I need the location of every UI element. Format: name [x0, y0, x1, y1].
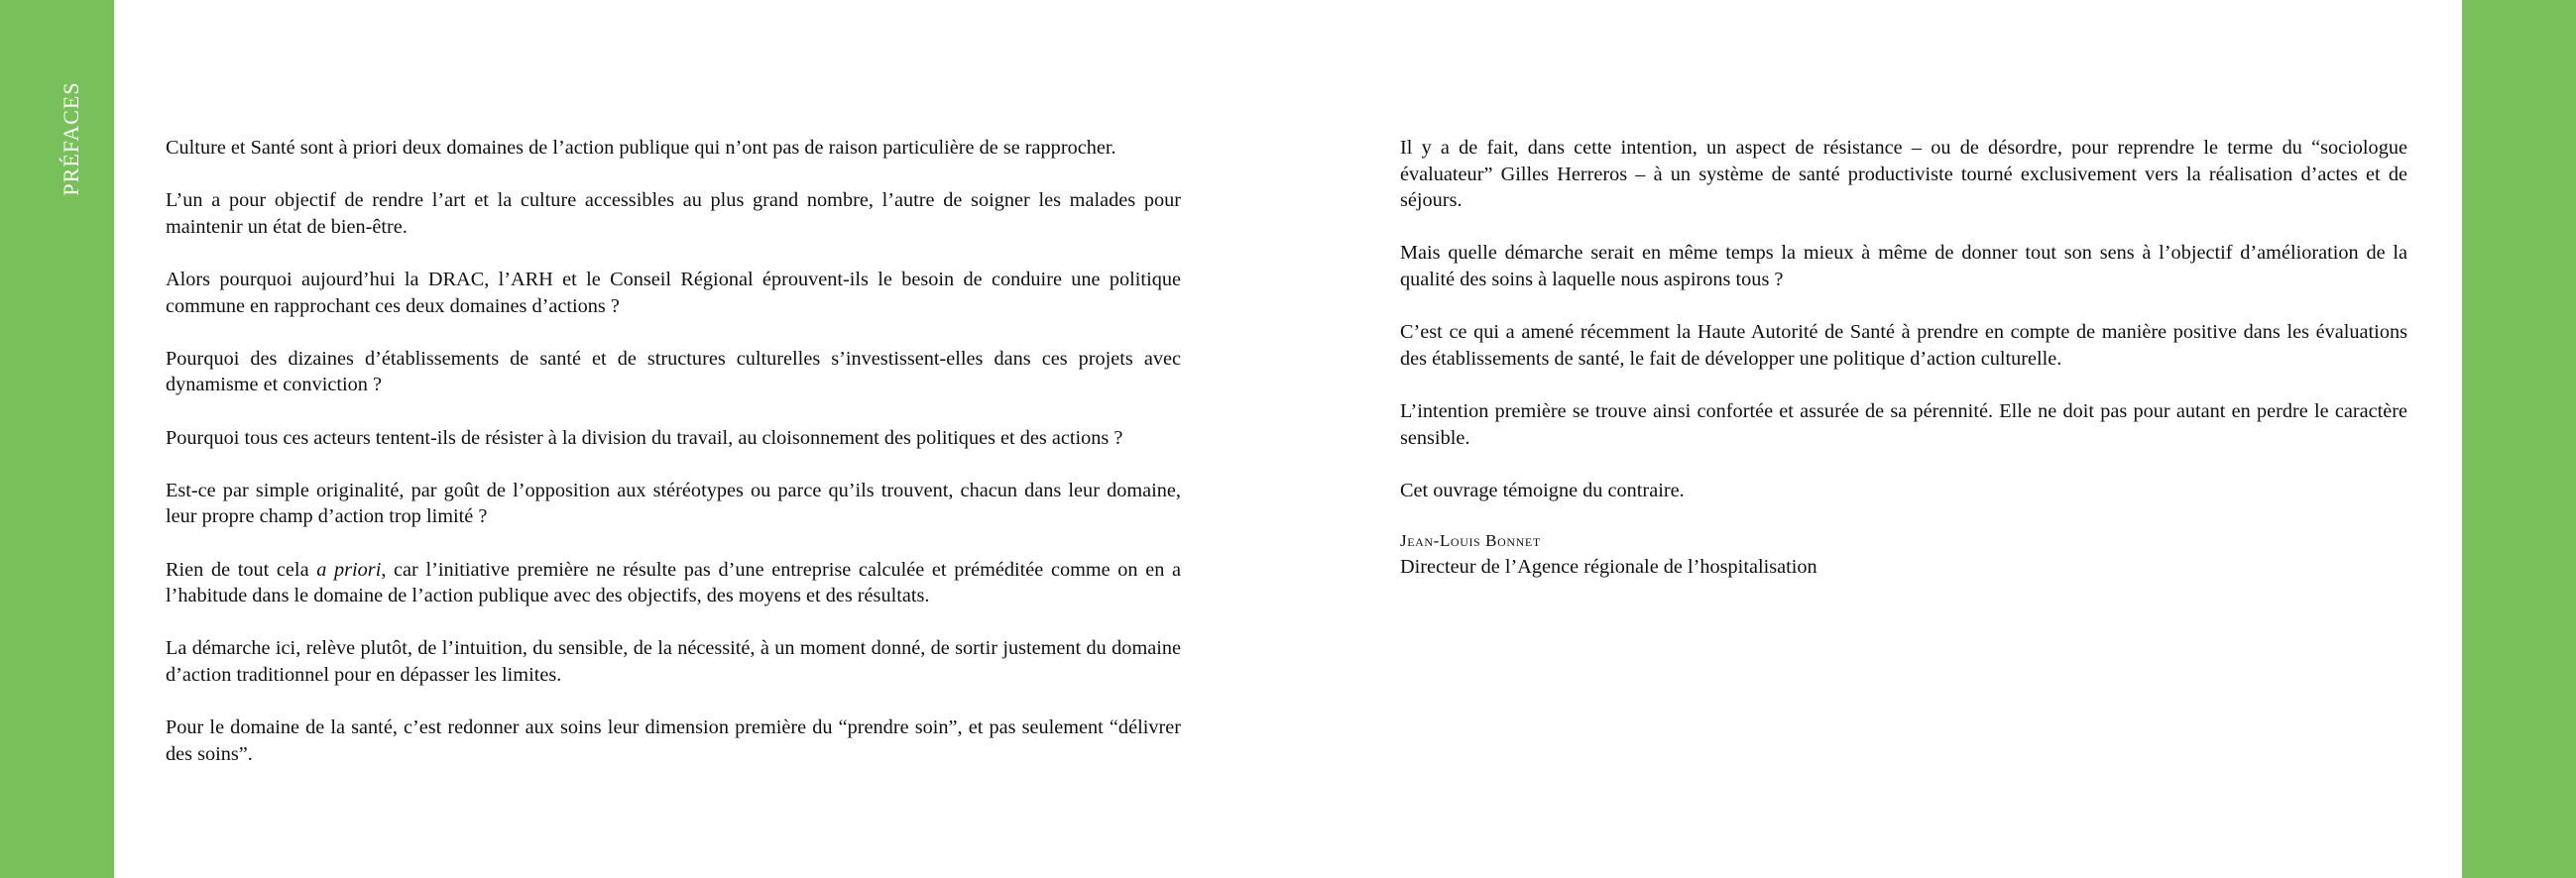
italic-term: a priori [316, 558, 382, 581]
paragraph [166, 557, 1181, 609]
paragraph: C’est ce qui a amené récemment la Haute Autorité de Santé à prendre en compte de manière positive dans les évaluations des établissements de santé, le fait de développer une politique d’action culturelle. [1400, 321, 2407, 370]
paragraph: Alors pourquoi aujourd’hui la DRAC, l’ARH et le Conseil Régional éprouvent-ils le besoin de conduire une politique commune en rapprochant ces deux domaines d’actions ? [166, 268, 1181, 317]
section-label: PRÉFACES [59, 81, 83, 196]
paragraph: Cet ouvrage témoigne du contraire. [1400, 479, 1685, 501]
signature-name: Jean-Louis Bonnet [1400, 530, 1541, 550]
paragraph: Culture et Santé sont à priori deux domaines de l’action publique qui n’ont pas de raison particulière de se rapprocher. [166, 137, 1116, 159]
paragraph-text: Rien de tout cela [166, 558, 317, 581]
paragraph: Mais quelle démarche serait en même temps la mieux à même de donner tout son sens à l’objectif d’amélioration de la qualité des soins à laquelle nous aspirons tous ? [1400, 242, 2407, 290]
left-green-band [0, 0, 114, 878]
right-green-band [2462, 0, 2576, 878]
signature-title: Directeur de l’Agence régionale de l’hospitalisation [1400, 555, 1817, 578]
paragraph: L’un a pour objectif de rendre l’art et la culture accessibles au plus grand nombre, l’autre de soigner les malades pour maintenir un état de bien-être. [166, 189, 1181, 238]
paragraph: Pourquoi des dizaines d’établissements de santé et de structures culturelles s’investissent-elles dans ces projets avec dynamisme et conviction ? [166, 347, 1181, 396]
paragraph: Pour le domaine de la santé, c’est redonner aux soins leur dimension première du “prendre soin”, et pas seulement “délivrer des soins”. [166, 716, 1181, 765]
left-text-column [166, 135, 1181, 794]
signature-block [1400, 530, 2407, 581]
paragraph: Il y a de fait, dans cette intention, un aspect de résistance – ou de désordre, pour reprendre le terme du “sociologue évaluateur” Gilles Herreros – à un système de santé productiviste tourné exclusivement vers la réalisation d’actes et de séjours. [1400, 137, 2407, 212]
right-text-column [1400, 135, 2407, 581]
paragraph: Est-ce par simple originalité, par goût de l’opposition aux stéréotypes ou parce qu’ils trouvent, chacun dans leur domaine, leur propre champ d’action trop limité ? [166, 479, 1181, 528]
paragraph: La démarche ici, relève plutôt, de l’intuition, du sensible, de la nécessité, à un moment donné, de sortir justement du domaine d’action traditionnel pour en dépasser les limites. [166, 637, 1181, 686]
paragraph: Pourquoi tous ces acteurs tentent-ils de résister à la division du travail, au cloisonnement des politiques et des actions ? [166, 426, 1123, 449]
paragraph: L’intention première se trouve ainsi confortée et assurée de sa pérennité. Elle ne doit pas pour autant en perdre le caractère sensible. [1400, 399, 2407, 449]
paragraph-text: , car l’initiative première ne résulte pas d’une entreprise calculée et préméditée comme on en a l’habitude dans le domaine de l’action publique avec des objectifs, des moyens et des résultats. [166, 558, 1181, 607]
